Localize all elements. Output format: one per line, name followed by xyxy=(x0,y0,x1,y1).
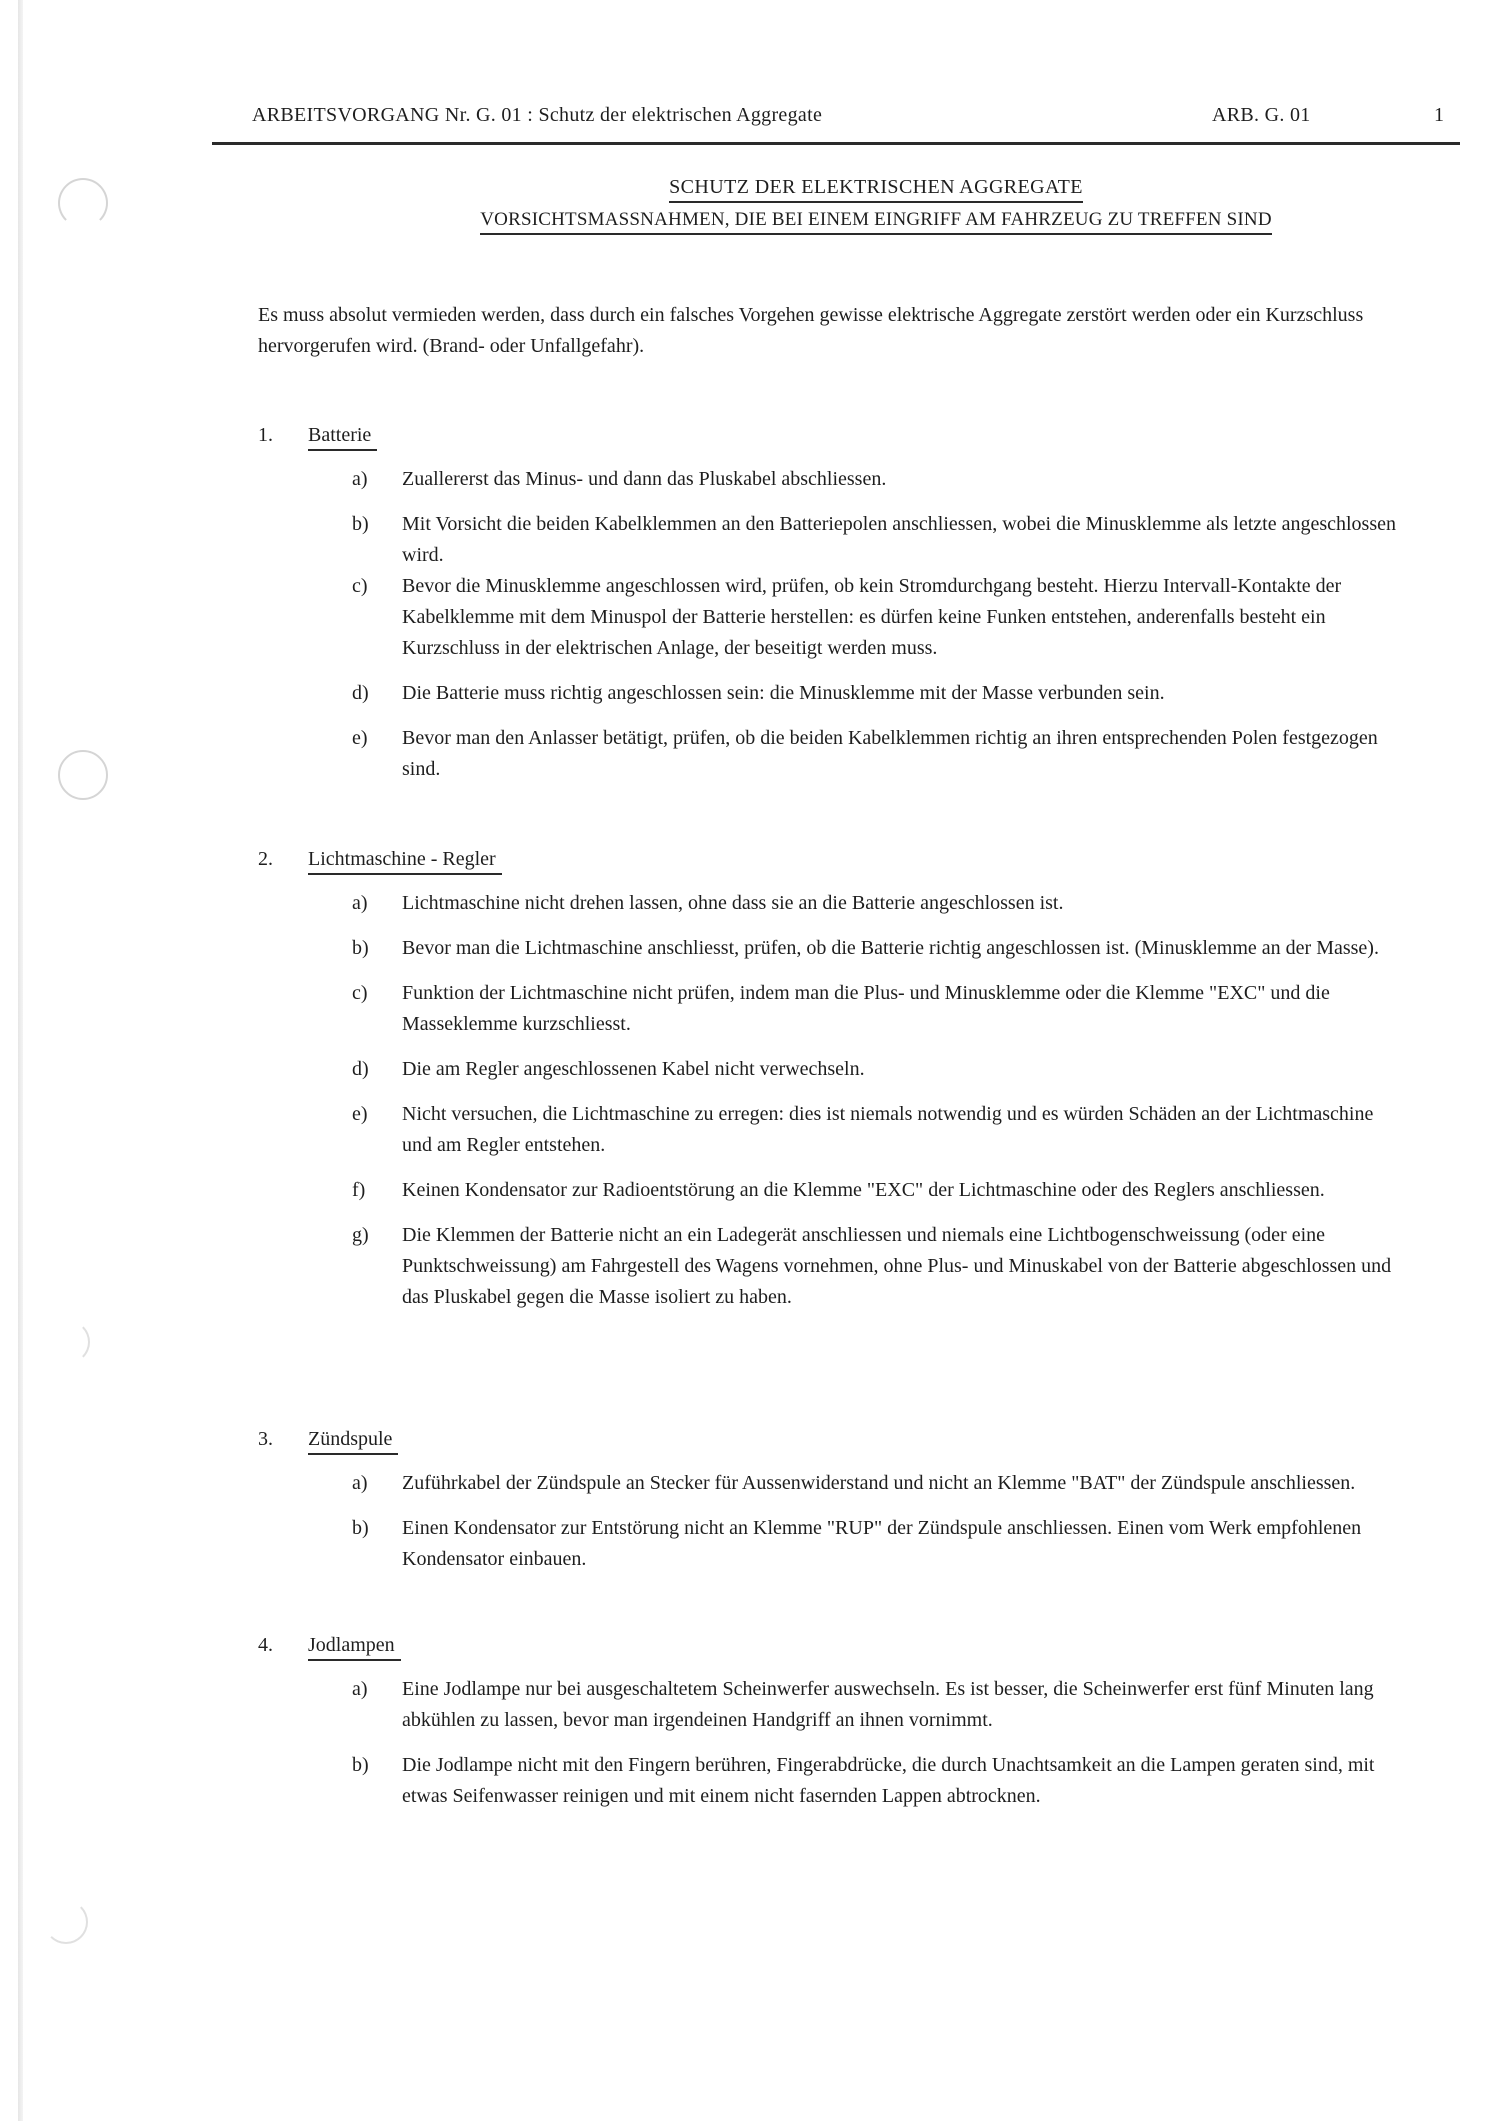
section-jodlampen xyxy=(252,1634,1402,1812)
punch-hole-mark xyxy=(58,178,108,228)
list-item xyxy=(252,1054,1402,1085)
item-text: Bevor die Minusklemme angeschlossen wird, prüfen, ob kein Stromdurchgang besteht. Hierzu Intervall-Kontakte der Kabelklemme mit dem Minuspol der Batterie herstellen: es dürfen keine Funken entstehen, anderenfalls besteht ein Kurzschluss in der elektrischen Anlage, der beseitigt werden muss. xyxy=(402,575,1342,659)
list-item xyxy=(252,1468,1402,1499)
item-text: Keinen Kondensator zur Radioentstörung an die Klemme "EXC" der Lichtmaschine oder des Reglers anschliessen. xyxy=(402,1179,1325,1201)
list-item xyxy=(252,509,1402,571)
item-text: Lichtmaschine nicht drehen lassen, ohne dass sie an die Batterie angeschlossen ist. xyxy=(402,892,1064,914)
item-text: Zuallererst das Minus- und dann das Pluskabel abschliessen. xyxy=(402,468,887,490)
list-item xyxy=(252,1674,1402,1736)
intro-paragraph: Es muss absolut vermieden werden, dass durch ein falsches Vorgehen gewisse elektrische Aggregate zerstört werden oder ein Kurzschluss hervorgerufen wird. (Brand- oder Unfallgefahr). xyxy=(258,304,1364,357)
item-label: a) xyxy=(352,1678,368,1700)
section-number: 1. xyxy=(258,424,273,446)
item-text: Bevor man den Anlasser betätigt, prüfen, ob die beiden Kabelklemmen richtig an ihren entsprechenden Polen festgezogen sind. xyxy=(402,727,1378,780)
list-item xyxy=(252,1750,1402,1812)
section-title: Zündspule xyxy=(308,1428,398,1455)
list-item xyxy=(252,978,1402,1040)
item-label: b) xyxy=(352,1517,369,1539)
list-item xyxy=(252,1175,1402,1206)
section-heading xyxy=(252,1428,1402,1458)
item-text: Funktion der Lichtmaschine nicht prüfen, indem man die Plus- und Minusklemme oder die Klemme "EXC" und die Masseklemme kurzschliesst. xyxy=(402,982,1330,1035)
item-text: Einen Kondensator zur Entstörung nicht an Klemme "RUP" der Zündspule anschliessen. Einen vom Werk empfohlenen Kondensator einbauen. xyxy=(402,1517,1362,1570)
section-number: 3. xyxy=(258,1428,273,1450)
page-number: 1 xyxy=(1434,104,1445,126)
section-heading xyxy=(252,1634,1402,1664)
item-text: Bevor man die Lichtmaschine anschliesst, prüfen, ob die Batterie richtig angeschlossen ist. (Minusklemme an der Masse). xyxy=(402,937,1379,959)
document-title xyxy=(406,176,1346,235)
section-heading xyxy=(252,848,1402,878)
list-item xyxy=(252,464,1402,495)
item-label: c) xyxy=(352,575,368,597)
item-text: Die Klemmen der Batterie nicht an ein Ladegerät anschliessen und niemals eine Lichtbogenschweissung (oder eine Punktschweissung) am Fahrgestell des Wagens vornehmen, ohne Plus- und Minuskabel von der Batterie abgeschlossen und das Pluskabel gegen die Masse isoliert zu haben. xyxy=(402,1224,1392,1308)
list-item xyxy=(252,571,1402,664)
item-label: e) xyxy=(352,727,368,749)
header-rule xyxy=(212,142,1460,145)
item-text: Nicht versuchen, die Lichtmaschine zu erregen: dies ist niemals notwendig und es würden Schäden an der Lichtmaschine und am Regler entstehen. xyxy=(402,1103,1374,1156)
item-label: a) xyxy=(352,892,368,914)
page-header xyxy=(250,104,1460,132)
list-item xyxy=(252,1220,1402,1313)
item-label: b) xyxy=(352,1754,369,1776)
section-zuendspule xyxy=(252,1428,1402,1575)
item-text: Die am Regler angeschlossenen Kabel nicht verwechseln. xyxy=(402,1058,865,1080)
item-label: f) xyxy=(352,1179,366,1201)
item-label: g) xyxy=(352,1224,369,1246)
list-item xyxy=(252,1099,1402,1161)
section-title: Batterie xyxy=(308,424,377,451)
item-text: Zuführkabel der Zündspule an Stecker für Aussenwiderstand und nicht an Klemme "BAT" der Zündspule anschliessen. xyxy=(402,1472,1356,1494)
punch-hole-mark xyxy=(44,1900,88,1944)
list-item xyxy=(252,723,1402,785)
punch-hole-mark xyxy=(46,1320,90,1364)
section-heading xyxy=(252,424,1402,454)
list-item xyxy=(252,888,1402,919)
item-text: Die Jodlampe nicht mit den Fingern berühren, Fingerabdrücke, die durch Unachtsamkeit an die Lampen geraten sind, mit etwas Seifenwasser reinigen und mit einem nicht fasernden Lappen abtrocknen. xyxy=(402,1754,1375,1807)
item-label: b) xyxy=(352,937,369,959)
header-title: ARBEITSVORGANG Nr. G. 01 : Schutz der elektrischen Aggregate xyxy=(252,104,823,126)
page-edge-shadow xyxy=(18,0,23,2121)
item-text: Die Batterie muss richtig angeschlossen sein: die Minusklemme mit der Masse verbunden sein. xyxy=(402,682,1165,704)
list-item xyxy=(252,1513,1402,1575)
item-label: e) xyxy=(352,1103,368,1125)
header-reference: ARB. G. 01 xyxy=(1212,104,1311,126)
section-title: Jodlampen xyxy=(308,1634,401,1661)
item-label: a) xyxy=(352,1472,368,1494)
list-item xyxy=(252,933,1402,964)
section-batterie xyxy=(252,424,1402,785)
item-text: Eine Jodlampe nur bei ausgeschaltetem Scheinwerfer auswechseln. Es ist besser, die Scheinwerfer erst fünf Minuten lang abkühlen zu lassen, bevor man irgendeinen Handgriff an ihnen vornimmt. xyxy=(402,1678,1374,1731)
item-text: Mit Vorsicht die beiden Kabelklemmen an den Batteriepolen anschliessen, wobei die Minusklemme als letzte angeschlossen wird. xyxy=(402,513,1397,566)
section-lichtmaschine-regler xyxy=(252,848,1402,1313)
item-label: b) xyxy=(352,513,369,535)
item-label: a) xyxy=(352,468,368,490)
item-label: d) xyxy=(352,1058,369,1080)
punch-hole-mark xyxy=(58,750,108,800)
section-number: 4. xyxy=(258,1634,273,1656)
item-label: d) xyxy=(352,682,369,704)
section-number: 2. xyxy=(258,848,273,870)
section-title: Lichtmaschine - Regler xyxy=(308,848,502,875)
item-label: c) xyxy=(352,982,368,1004)
title-line-1: SCHUTZ DER ELEKTRISCHEN AGGREGATE xyxy=(669,176,1083,203)
list-item xyxy=(252,678,1402,709)
title-line-2: VORSICHTSMASSNAHMEN, DIE BEI EINEM EINGRIFF AM FAHRZEUG ZU TREFFEN SIND xyxy=(480,209,1272,235)
